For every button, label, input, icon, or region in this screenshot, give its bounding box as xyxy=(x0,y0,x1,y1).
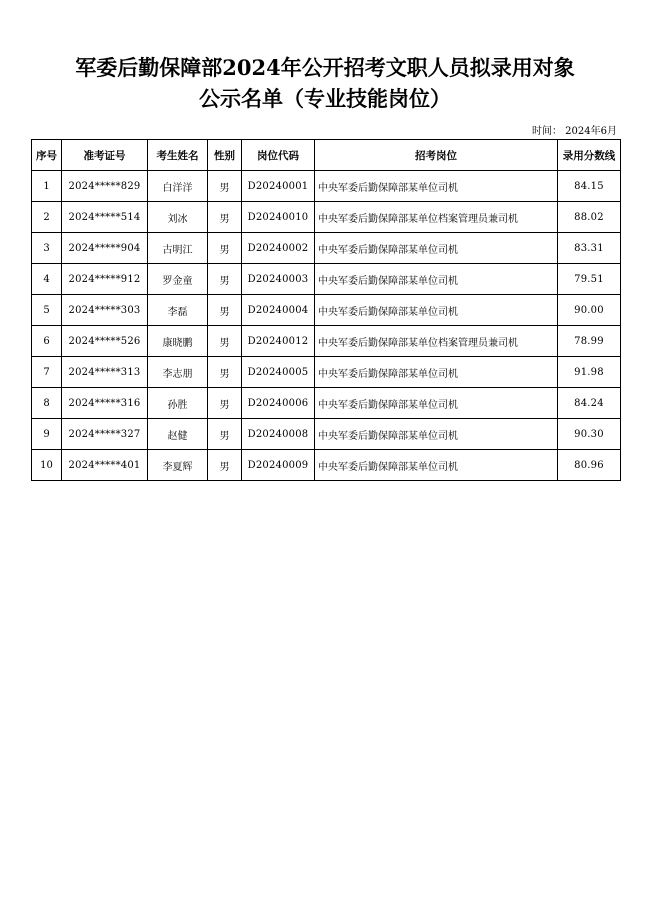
cell-gender: 男 xyxy=(208,264,242,295)
cell-ticket-number: 2024*****829 xyxy=(62,171,148,202)
cell-gender: 男 xyxy=(208,357,242,388)
cell-post-code: D20240009 xyxy=(242,450,315,481)
cell-score-line: 91.98 xyxy=(558,357,621,388)
cell-score-line: 80.96 xyxy=(558,450,621,481)
table-row xyxy=(32,202,621,233)
cell-gender: 男 xyxy=(208,295,242,326)
cell-gender: 男 xyxy=(208,450,242,481)
cell-candidate-name: 刘冰 xyxy=(148,202,208,233)
cell-post: 中央军委后勤保障部某单位司机 xyxy=(315,450,558,481)
cell-candidate-name: 古明江 xyxy=(148,233,208,264)
cell-gender: 男 xyxy=(208,388,242,419)
table-row xyxy=(32,295,621,326)
table-row xyxy=(32,171,621,202)
cell-score-line: 84.15 xyxy=(558,171,621,202)
cell-ticket-number: 2024*****327 xyxy=(62,419,148,450)
page-title xyxy=(0,52,650,114)
cell-post-code: D20240004 xyxy=(242,295,315,326)
cell-post: 中央军委后勤保障部某单位档案管理员兼司机 xyxy=(315,202,558,233)
cell-index: 2 xyxy=(32,202,62,233)
header-score-line: 录用分数线 xyxy=(558,140,621,171)
cell-index: 4 xyxy=(32,264,62,295)
publish-date: 时间： 2024年6月 xyxy=(532,126,617,137)
cell-index: 10 xyxy=(32,450,62,481)
table-row xyxy=(32,388,621,419)
cell-post: 中央军委后勤保障部某单位司机 xyxy=(315,357,558,388)
cell-candidate-name: 孙胜 xyxy=(148,388,208,419)
cell-index: 5 xyxy=(32,295,62,326)
cell-candidate-name: 李磊 xyxy=(148,295,208,326)
cell-gender: 男 xyxy=(208,419,242,450)
cell-ticket-number: 2024*****526 xyxy=(62,326,148,357)
cell-ticket-number: 2024*****904 xyxy=(62,233,148,264)
header-post: 招考岗位 xyxy=(315,140,558,171)
cell-candidate-name: 赵健 xyxy=(148,419,208,450)
cell-post: 中央军委后勤保障部某单位档案管理员兼司机 xyxy=(315,326,558,357)
table-row xyxy=(32,326,621,357)
cell-post-code: D20240006 xyxy=(242,388,315,419)
table-row xyxy=(32,264,621,295)
header-ticket-number: 准考证号 xyxy=(62,140,148,171)
cell-index: 9 xyxy=(32,419,62,450)
cell-candidate-name: 李志朋 xyxy=(148,357,208,388)
cell-score-line: 90.30 xyxy=(558,419,621,450)
table-row xyxy=(32,419,621,450)
cell-ticket-number: 2024*****514 xyxy=(62,202,148,233)
cell-score-line: 90.00 xyxy=(558,295,621,326)
cell-index: 1 xyxy=(32,171,62,202)
cell-score-line: 83.31 xyxy=(558,233,621,264)
cell-index: 7 xyxy=(32,357,62,388)
cell-post-code: D20240003 xyxy=(242,264,315,295)
cell-post: 中央军委后勤保障部某单位司机 xyxy=(315,295,558,326)
table-row xyxy=(32,357,621,388)
cell-post: 中央军委后勤保障部某单位司机 xyxy=(315,388,558,419)
header-candidate-name: 考生姓名 xyxy=(148,140,208,171)
cell-post-code: D20240005 xyxy=(242,357,315,388)
cell-gender: 男 xyxy=(208,326,242,357)
cell-candidate-name: 罗金童 xyxy=(148,264,208,295)
cell-index: 6 xyxy=(32,326,62,357)
cell-gender: 男 xyxy=(208,171,242,202)
cell-post-code: D20240010 xyxy=(242,202,315,233)
cell-ticket-number: 2024*****401 xyxy=(62,450,148,481)
cell-candidate-name: 康晓鹏 xyxy=(148,326,208,357)
cell-score-line: 84.24 xyxy=(558,388,621,419)
cell-post: 中央军委后勤保障部某单位司机 xyxy=(315,171,558,202)
table-body xyxy=(32,171,621,481)
candidate-table xyxy=(31,139,621,481)
cell-score-line: 88.02 xyxy=(558,202,621,233)
header-post-code: 岗位代码 xyxy=(242,140,315,171)
header-gender: 性别 xyxy=(208,140,242,171)
title-line-1: 军委后勤保障部2024年公开招考文职人员拟录用对象 xyxy=(75,55,575,80)
cell-score-line: 79.51 xyxy=(558,264,621,295)
cell-score-line: 78.99 xyxy=(558,326,621,357)
cell-index: 8 xyxy=(32,388,62,419)
cell-post-code: D20240008 xyxy=(242,419,315,450)
cell-index: 3 xyxy=(32,233,62,264)
cell-candidate-name: 李夏辉 xyxy=(148,450,208,481)
cell-post: 中央军委后勤保障部某单位司机 xyxy=(315,419,558,450)
cell-post-code: D20240012 xyxy=(242,326,315,357)
cell-gender: 男 xyxy=(208,202,242,233)
table-header-row xyxy=(32,140,621,171)
cell-ticket-number: 2024*****313 xyxy=(62,357,148,388)
cell-post-code: D20240002 xyxy=(242,233,315,264)
cell-ticket-number: 2024*****912 xyxy=(62,264,148,295)
cell-candidate-name: 白洋洋 xyxy=(148,171,208,202)
cell-post: 中央军委后勤保障部某单位司机 xyxy=(315,233,558,264)
cell-ticket-number: 2024*****316 xyxy=(62,388,148,419)
title-line-2: 公示名单（专业技能岗位） xyxy=(199,86,451,111)
cell-gender: 男 xyxy=(208,233,242,264)
cell-ticket-number: 2024*****303 xyxy=(62,295,148,326)
cell-post: 中央军委后勤保障部某单位司机 xyxy=(315,264,558,295)
table-row xyxy=(32,233,621,264)
header-index: 序号 xyxy=(32,140,62,171)
table-row xyxy=(32,450,621,481)
cell-post-code: D20240001 xyxy=(242,171,315,202)
